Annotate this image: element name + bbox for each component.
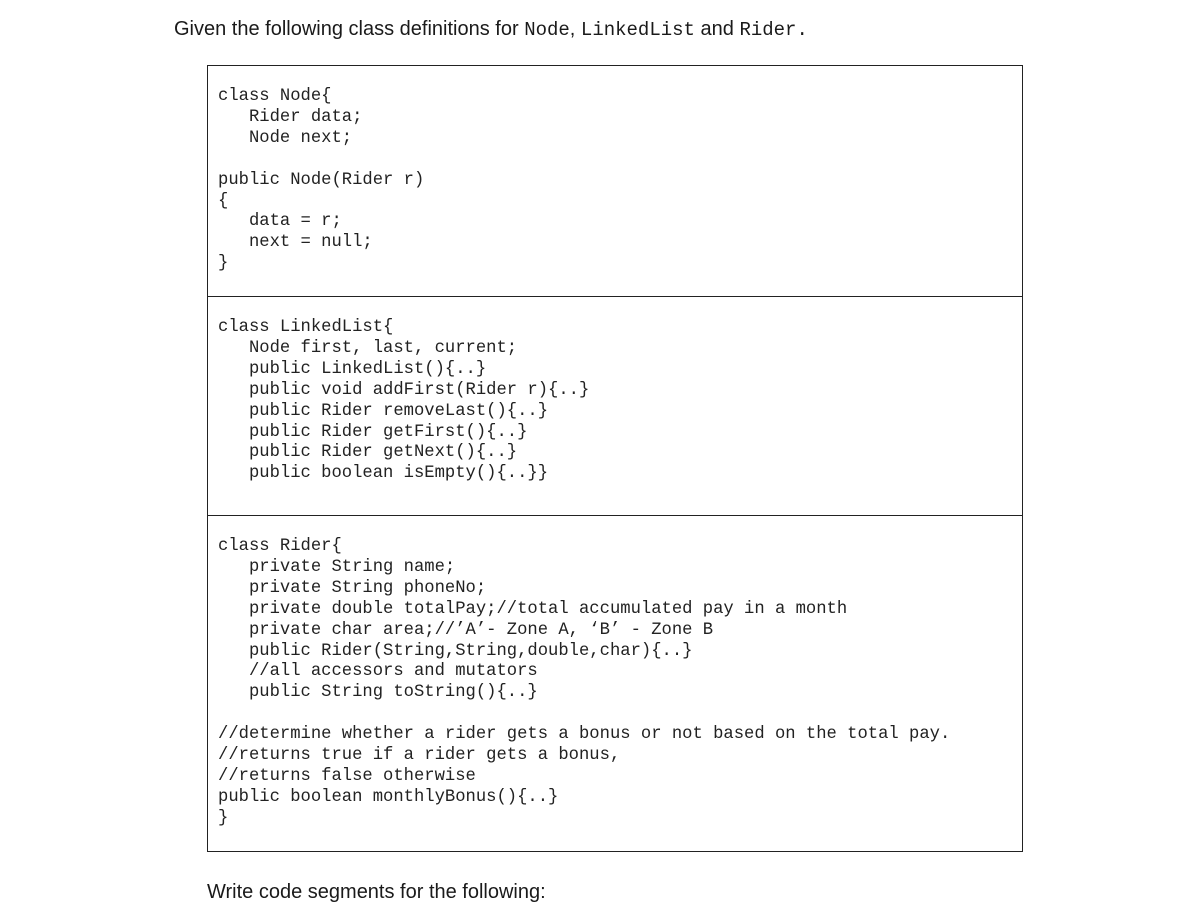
linkedlist-class-cell — [208, 297, 1022, 516]
node-class-code: class Node{ Rider data; Node next; public Node(Rider r) { data = r; next = null; } — [218, 87, 425, 274]
intro-separator-1: , — [569, 18, 581, 40]
node-class-cell — [208, 66, 1022, 297]
class-name-linkedlist: LinkedList — [580, 19, 695, 41]
class-definitions-table — [207, 65, 1023, 852]
class-name-node: Node — [524, 19, 570, 41]
intro-separator-2: and — [694, 18, 740, 40]
rider-class-cell — [208, 516, 1022, 851]
intro-prefix: Given the following class definitions for — [174, 18, 525, 40]
linkedlist-class-code: class LinkedList{ Node first, last, current; public LinkedList(){..} public void addFirst(Rider r){..} public Rider removeLast(){..} public Rider getFirst(){..} public Rider getNext(){..} public boolean isEmpty(){..}} — [218, 318, 590, 484]
intro-suffix: . — [796, 19, 808, 41]
instruction-text: Write code segments for the following: — [207, 881, 546, 903]
class-name-rider: Rider — [739, 19, 797, 41]
intro-sentence — [174, 17, 808, 42]
rider-class-code: class Rider{ private String name; private String phoneNo; private double totalPay;//total accumulated pay in a month private char area;//’A’- Zone A, ‘B’ - Zone B public Rider(String,String,double,char){..} //all accessors and mutators public String toString(){..} //determine whether a rider gets a bonus or not based on the total pay. //returns true if a rider gets a bonus, //returns false otherwise public boolean monthlyBonus(){..} } — [218, 537, 951, 828]
